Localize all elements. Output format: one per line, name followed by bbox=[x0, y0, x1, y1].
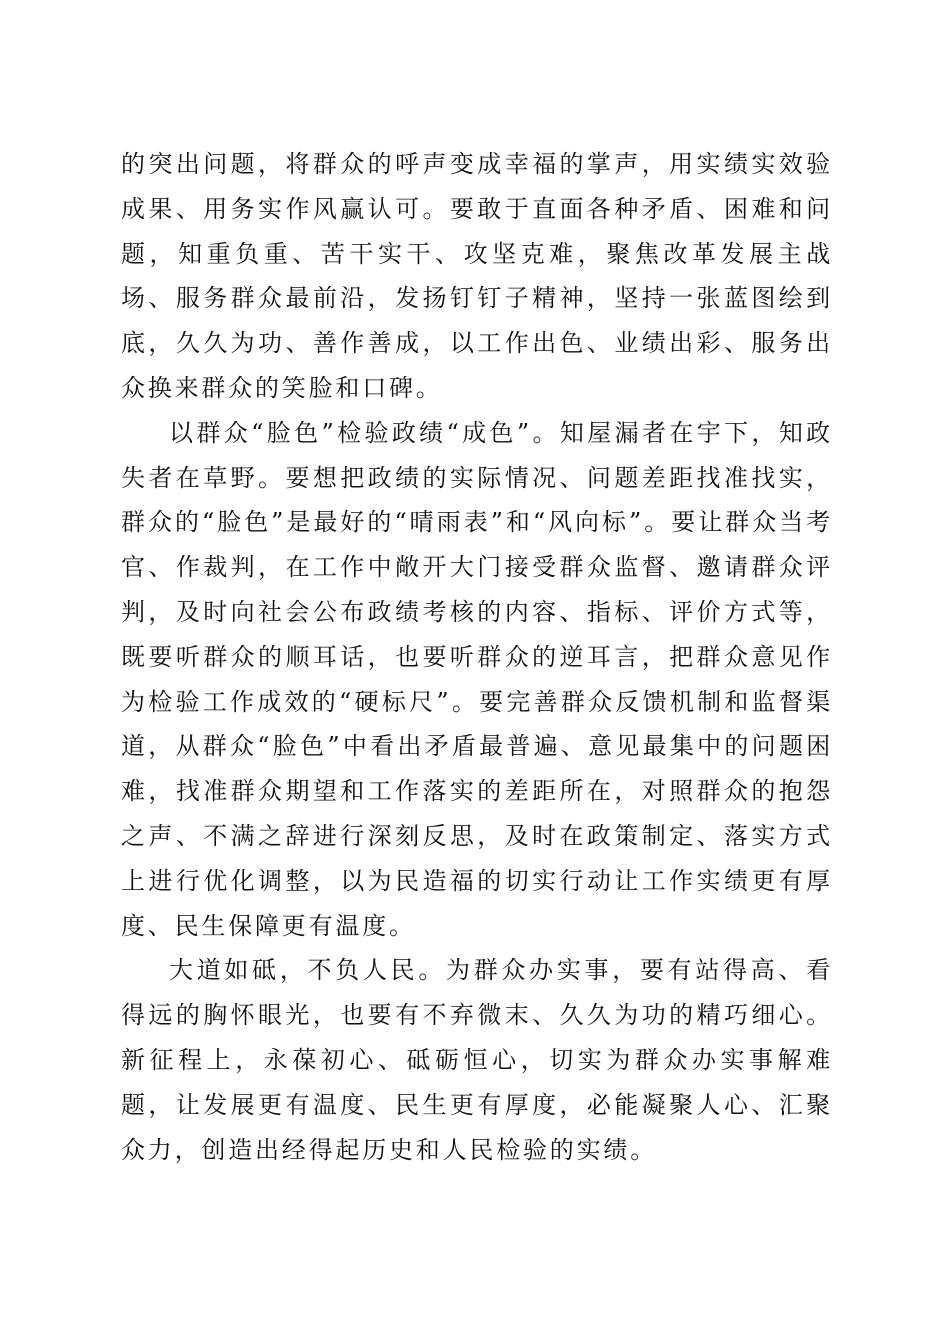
paragraph-conclusion: 大道如砥，不负人民。为群众办实事，要有站得高、看得远的胸怀眼光，也要有不弃微末、久久为功的精巧细心。新征程上，永葆初心、砥砺恒心，切实为群众办实事解难题，让发展更有温度、民生更有厚度，必能凝聚人心、汇聚众力，创造出经得起历史和人民检验的实绩。 bbox=[121, 956, 833, 1164]
document-body bbox=[121, 142, 833, 1172]
paragraph-continuation: 的突出问题，将群众的呼声变成幸福的掌声，用实绩实效验成果、用务实作风赢认可。要敢于直面各种矛盾、困难和问题，知重负重、苦干实干、攻坚克难，聚焦改革发展主战场、服务群众最前沿，发扬钉钉子精神，坚持一张蓝图绘到底，久久为功、善作善成，以工作出色、业绩出彩、服务出众换来群众的笑脸和口碑。 bbox=[121, 150, 833, 402]
paragraph-face-color: 以群众“脸色”检验政绩“成色”。知屋漏者在宇下，知政失者在草野。要想把政绩的实际情况、问题差距找准找实，群众的“脸色”是最好的“晴雨表”和“风向标”。要让群众当考官、作裁判，在工作中敞开大门接受群众监督、邀请群众评判，及时向社会公布政绩考核的内容、指标、评价方式等，既要听群众的顺耳话，也要听群众的逆耳言，把群众意见作为检验工作成效的“硬标尺”。要完善群众反馈机制和监督渠道，从群众“脸色”中看出矛盾最普遍、意见最集中的问题困难，找准群众期望和工作落实的差距所在，对照群众的抱怨之声、不满之辞进行深刻反思，及时在政策制定、落实方式上进行优化调整，以为民造福的切实行动让工作实绩更有厚度、民生保障更有温度。 bbox=[121, 418, 833, 940]
